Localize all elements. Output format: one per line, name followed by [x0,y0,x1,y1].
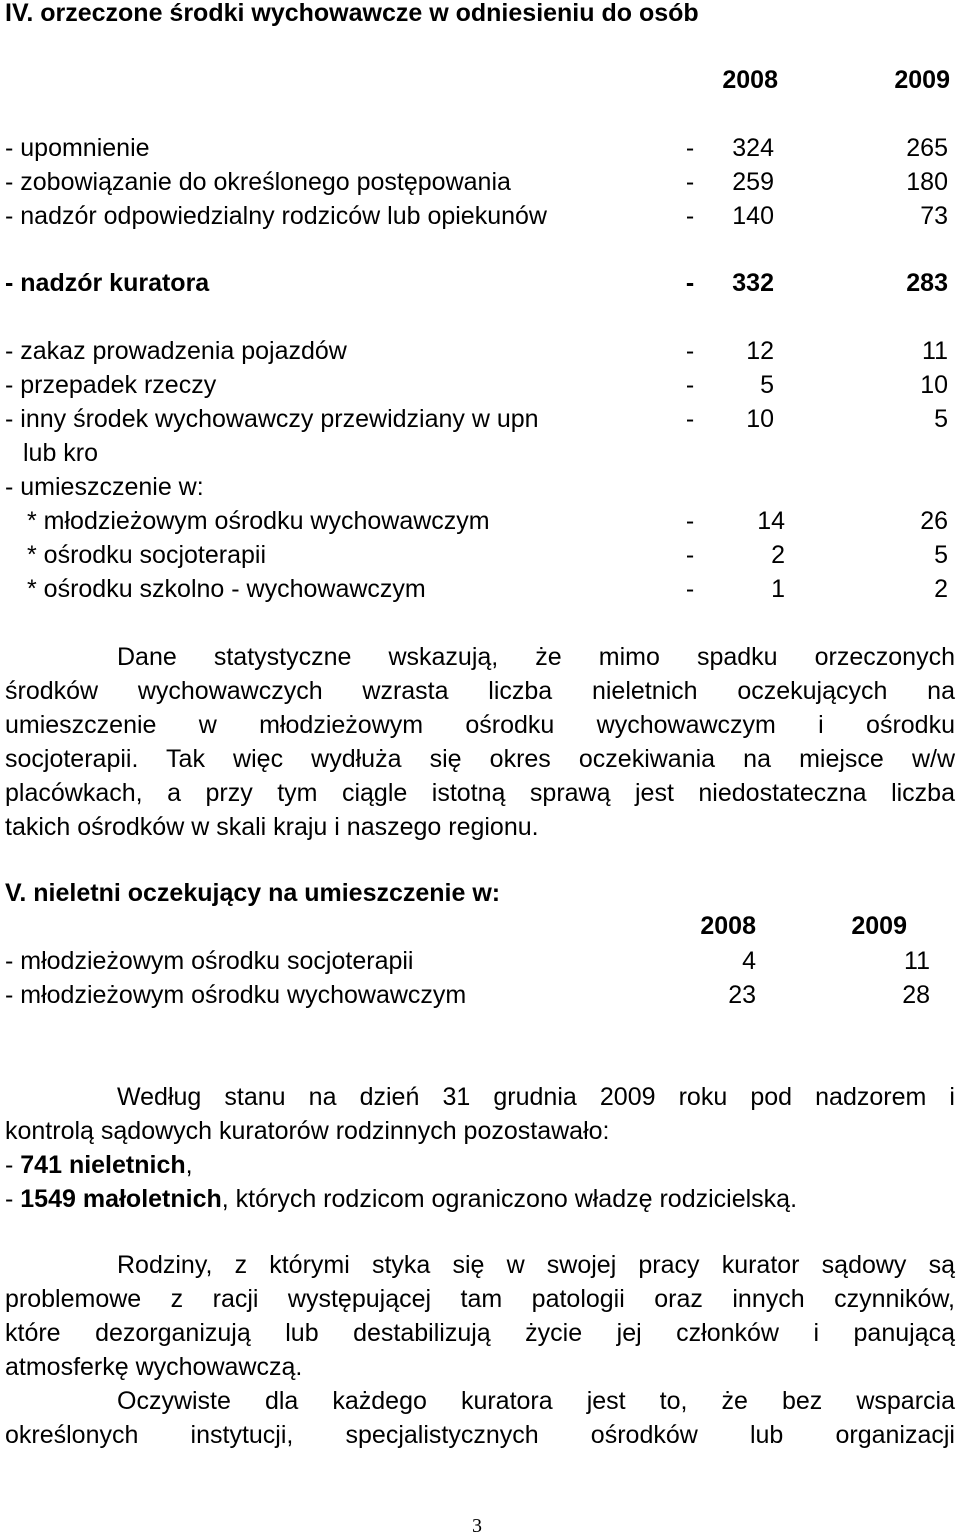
table-row-value-2008: 324 [732,134,774,162]
s5-row-value-2009: 28 [902,981,930,1009]
table-row-value-2008: 140 [732,202,774,230]
paragraph-line: Według stanu na dzień 31 grudnia 2009 roku pod nadzorem i [117,1083,955,1111]
paragraph-line: atmosferkę wychowawczą. [5,1353,303,1381]
page-number: 3 [472,1515,482,1537]
table-row-value-2008: 2 [771,541,785,569]
families-paragraph [5,1248,955,1384]
paragraph-line: umieszczenie w młodzieżowym ośrodku wychowawczym i ośrodku [5,711,955,739]
table-row-dash: - [685,405,695,433]
table-row-label: - upomnienie [5,134,150,162]
underage-count: 1549 małoletnich [20,1185,222,1213]
table-row-label: lub kro [23,439,99,467]
paragraph-line: Oczywiste dla każdego kuratora jest to, że bez wsparcia [117,1387,955,1415]
table-row-label: * ośrodku socjoterapii [27,541,267,569]
paragraph-line: Rodziny, z którymi styka się w swojej pracy kurator sądowy są [117,1251,955,1279]
table-row-value-2009: 283 [906,269,948,297]
table-row-dash: - [685,134,695,162]
paragraph-line: takich ośrodków w skali kraju i naszego regionu. [5,813,539,841]
table-row-label: - nadzór odpowiedzialny rodziców lub opiekunów [5,202,547,230]
table-row-value-2009: 5 [934,541,948,569]
table-row-value-2009: 265 [906,134,948,162]
supervision-paragraph [5,1080,955,1216]
table-row-value-2008: 1 [771,575,785,603]
table-row-dash: - [685,269,695,297]
table-row-dash: - [685,371,695,399]
table-row-value-2009: 10 [920,371,948,399]
section-iv-title: IV. orzeczone środki wychowawcze w odniesieniu do osób [5,0,699,27]
paragraph-line: które dezorganizują lub destabilizują życie jej członków i panującą [5,1319,955,1347]
s5-year-header-2009: 2009 [851,912,907,940]
paragraph-line: Dane statystyczne wskazują, że mimo spadku orzeczonych [117,643,955,671]
table-row-label: * ośrodku szkolno - wychowawczym [27,575,426,603]
year-header-2009: 2009 [894,66,950,94]
table-row-value-2008: 10 [746,405,774,433]
table-row-label: - zobowiązanie do określonego postępowania [5,168,511,196]
paragraph-line: problemowe z racji występującej tam patologii oraz innych czynników, [5,1285,955,1313]
line-suffix: , [185,1151,193,1179]
table-row-label: - przepadek rzeczy [5,371,217,399]
table-row-label: * młodzieżowym ośrodku wychowawczym [27,507,490,535]
table-row-dash: - [685,168,695,196]
paragraph-line: placówkach, a przy tym ciągle istotną sprawą jest niedostateczna liczba [5,779,955,807]
table-row-dash: - [685,541,695,569]
table-row-value-2008: 5 [760,371,774,399]
s5-row-label: - młodzieżowym ośrodku wychowawczym [5,981,467,1009]
table-row-dash: - [685,202,695,230]
table-row-dash: - [685,507,695,535]
table-row-label: - umieszczenie w: [5,473,204,501]
table-row-value-2009: 73 [920,202,948,230]
table-row-label: - nadzór kuratora [5,269,210,297]
year-header-2008: 2008 [722,66,778,94]
line-dash: - [5,1151,21,1179]
s5-row-value-2008: 23 [728,981,756,1009]
s5-row-value-2009: 11 [904,947,930,975]
table-row-value-2008: 12 [746,337,774,365]
minors-count: 741 nieletnich [20,1151,186,1179]
underage-count-line [5,1182,955,1216]
minors-count-line [5,1148,955,1182]
s5-row-label: - młodzieżowym ośrodku socjoterapii [5,947,414,975]
table-row-value-2009: 11 [922,337,948,365]
line-suffix: , których rodzicom ograniczono władzę rodzicielską. [221,1185,798,1213]
section-v-title [5,876,500,910]
paragraph-line: socjoterapii. Tak więc wydłuża się okres oczekiwania na miejsce w/w [5,745,955,773]
table-row-value-2009: 5 [934,405,948,433]
s5-year-header-2008: 2008 [700,912,756,940]
support-paragraph [5,1384,955,1452]
paragraph-line: określonych instytucji, specjalistycznych ośrodków lub organizacji [5,1421,955,1449]
table-row-value-2009: 2 [934,575,948,603]
section-v-heading: nieletni oczekujący na umieszczenie w: [33,879,501,907]
table-row-label: - zakaz prowadzenia pojazdów [5,337,347,365]
table-row-value-2008: 332 [732,269,774,297]
statistics-paragraph [5,640,955,844]
paragraph-line: środków wychowawczych wzrasta liczba nieletnich oczekujących na [5,677,955,705]
table-row-value-2009: 180 [906,168,948,196]
paragraph-line: kontrolą sądowych kuratorów rodzinnych pozostawało: [5,1117,610,1145]
table-row-value-2009: 26 [920,507,948,535]
s5-row-value-2008: 4 [742,947,756,975]
table-row-value-2008: 259 [732,168,774,196]
table-row-dash: - [685,337,695,365]
table-row-value-2008: 14 [757,507,785,535]
table-row-dash: - [685,575,695,603]
section-v-prefix: V. [5,879,27,907]
line-dash: - [5,1185,21,1213]
table-row-label: - inny środek wychowawczy przewidziany w upn [5,405,539,433]
